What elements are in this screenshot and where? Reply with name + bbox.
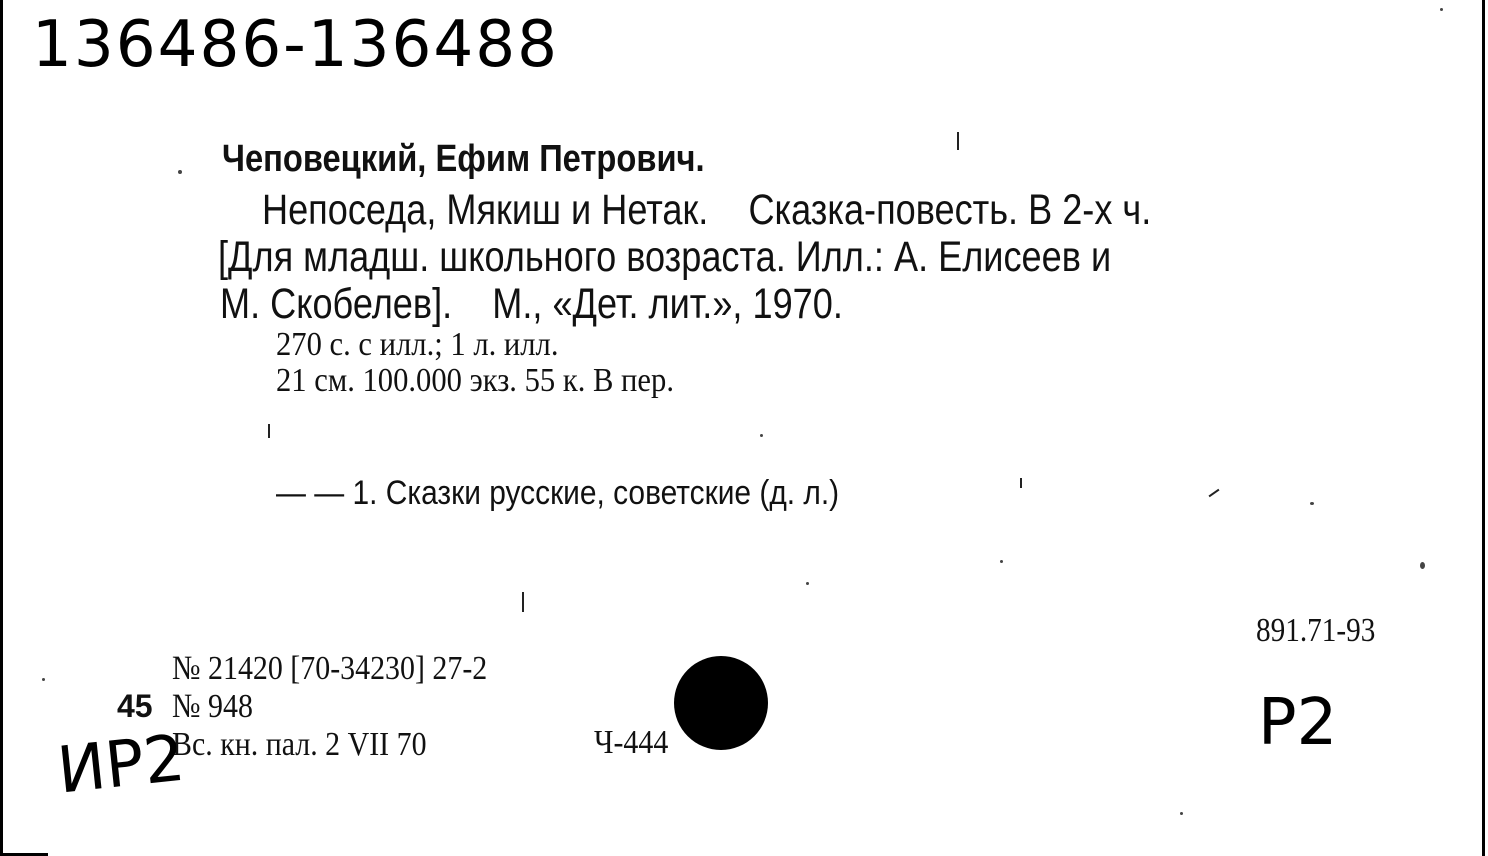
speck <box>1180 812 1183 815</box>
cutter-number: Ч-444 <box>594 724 669 761</box>
handwritten-mark-right: P2 <box>1258 686 1338 760</box>
speck <box>1020 478 1022 488</box>
speck <box>1420 562 1425 569</box>
register-line-3: Вс. кн. пал. 2 VII 70 <box>172 726 427 763</box>
punch-hole <box>674 656 768 750</box>
speck <box>806 582 809 585</box>
card-right-edge <box>1482 0 1485 856</box>
collation-line-2: 21 см. 100.000 экз. 55 к. В пер. <box>276 362 674 399</box>
card-left-edge <box>0 0 3 856</box>
register-line-2: № 948 <box>172 688 253 725</box>
collation-line-1: 270 с. с илл.; 1 л. илл. <box>276 326 559 363</box>
author-heading: Чеповецкий, Ефим Петрович. <box>222 138 705 180</box>
speck <box>522 592 524 612</box>
speck <box>957 132 959 150</box>
description-line-3: М. Скобелев]. М., «Дет. лит.», 1970. <box>220 280 843 328</box>
speck <box>42 678 45 681</box>
speck <box>178 170 182 174</box>
description-line-1: Непоседа, Мякиш и Нетак. Сказка-повесть. В 2-х ч. <box>262 186 1152 234</box>
handwritten-inventory-numbers: 136486-136488 <box>32 8 559 82</box>
speck <box>1209 489 1220 498</box>
description-line-2: [Для младш. школьного возраста. Илл.: А. Елисеев и <box>218 233 1112 281</box>
speck <box>1310 502 1314 505</box>
speck <box>1000 560 1003 563</box>
subject-heading: — — 1. Сказки русские, советские (д. л.) <box>276 474 840 512</box>
handwritten-mark-left: ИР2 <box>54 721 189 809</box>
register-prefix: 45 <box>117 688 153 724</box>
register-line-1: № 21420 [70-34230] 27-2 <box>172 650 488 687</box>
speck <box>1440 8 1443 11</box>
classification-number: 891.71-93 <box>1256 612 1376 649</box>
speck <box>760 434 763 437</box>
speck <box>268 424 270 438</box>
